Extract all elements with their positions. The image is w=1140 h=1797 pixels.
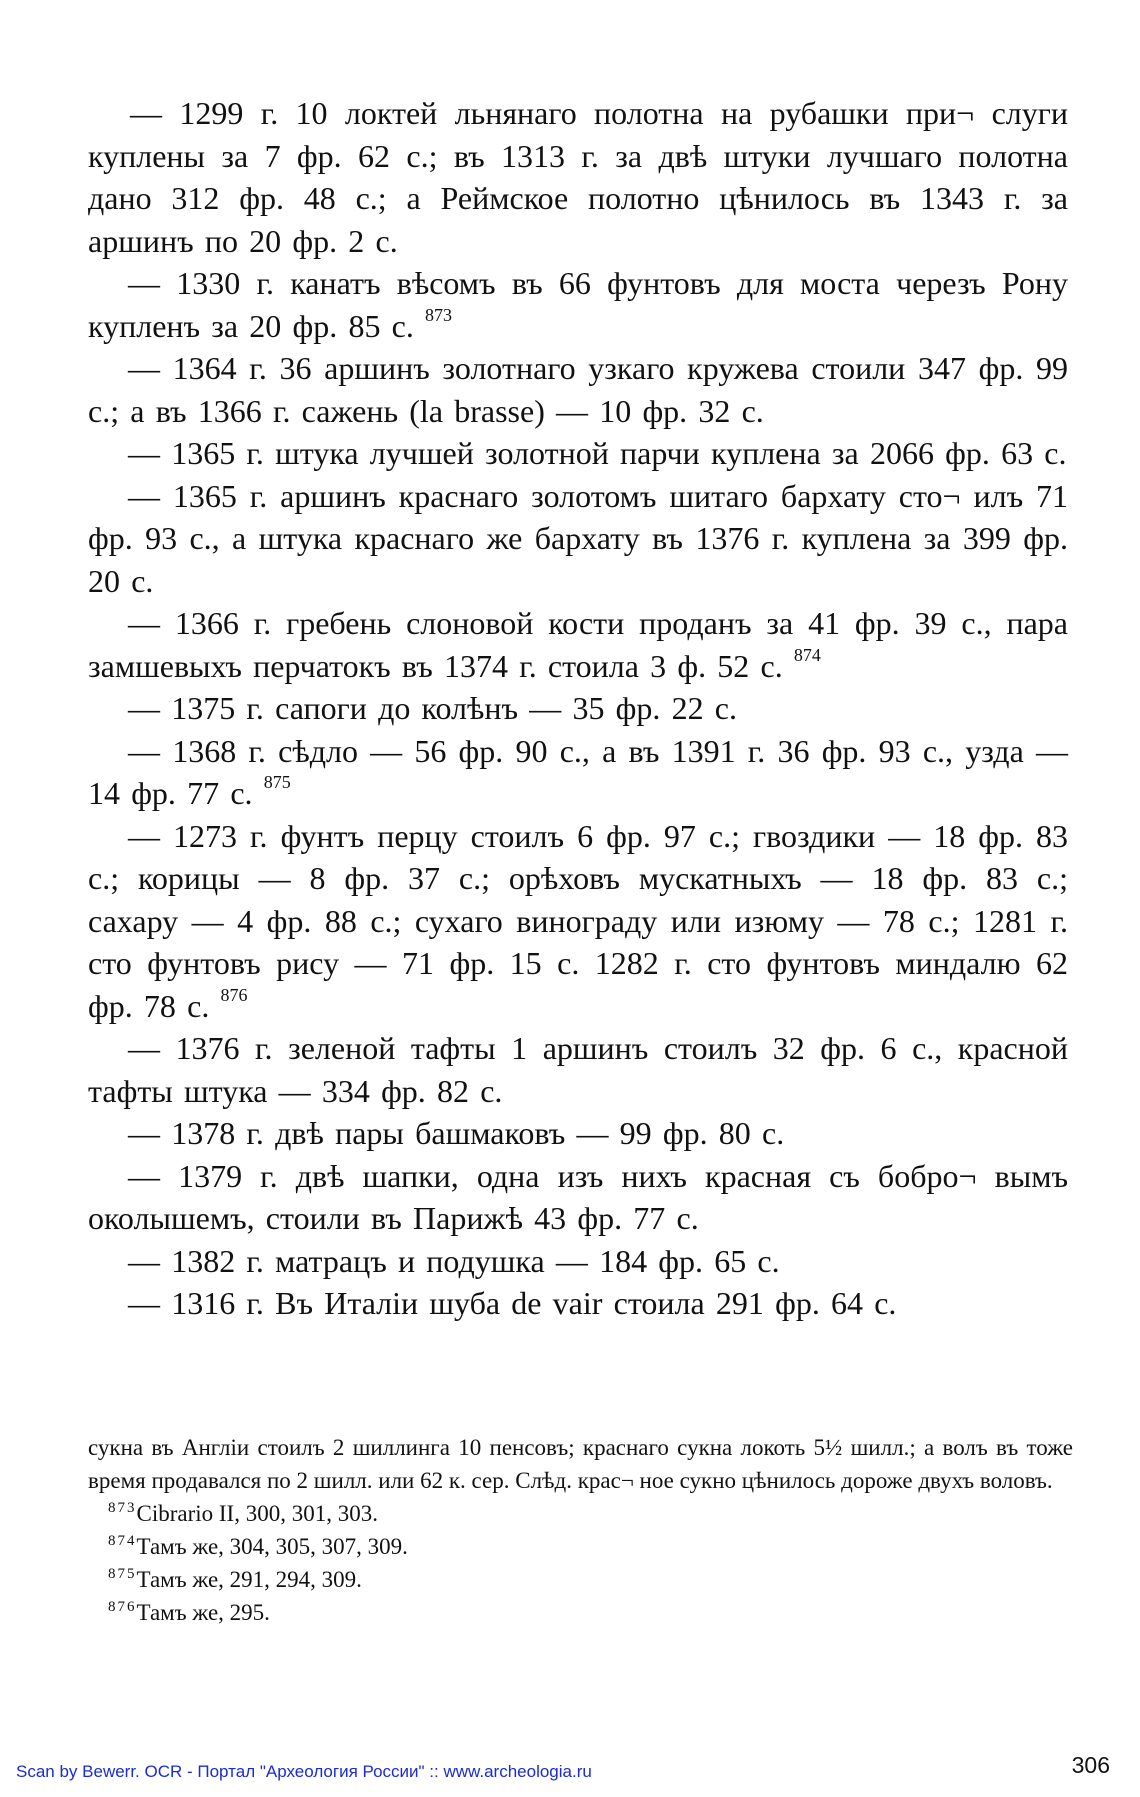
paragraph-1299 xyxy=(88,92,1068,262)
footnote-ref[interactable]: 876 xyxy=(220,984,248,1005)
footnote-number: 874 xyxy=(108,1533,137,1549)
paragraph-text: — 1378 г. двѣ пары башмаковъ — 99 фр. 80 с. xyxy=(128,1115,785,1151)
footnote-text: Тамъ же, 291, 294, 309. xyxy=(136,1567,362,1592)
paragraph-1382 xyxy=(88,1240,1068,1283)
main-text xyxy=(88,92,1068,1325)
paragraph-1368 xyxy=(88,730,1068,815)
footnote-876 xyxy=(88,1596,1073,1629)
footnote-text: Тамъ же, 304, 305, 307, 309. xyxy=(136,1534,408,1559)
footnote-number: 876 xyxy=(108,1599,137,1615)
paragraph-text: — 1273 г. фунтъ перцу стоилъ 6 фр. 97 с.; гвоздики — 18 фр. 83 с.; корицы — 8 фр. 37 с.; орѣховъ мускатныхъ — 18 фр. 83 с.; сахару — 4 фр. 88 с.; сухаго винограду или изюму — 78 с.; 1281 г. сто фунтовъ рису — 71 фр. 15 с. 1282 г. сто фунтовъ миндалю 62 фр. 78 с. xyxy=(88,817,1068,1024)
footnote-number: 875 xyxy=(108,1566,137,1582)
paragraph-text: — 1299 г. 10 локтей льнянаго полотна на рубашки при¬ слуги куплены за 7 фр. 62 с.; въ 1313 г. за двѣ штуки лучшаго полотна дано 312 фр. 48 с.; а Реймское полотно цѣнилось въ 1343 г. за аршинъ по 20 фр. 2 с. xyxy=(88,95,1068,259)
paragraph-text: — 1375 г. сапоги до колѣнъ — 35 фр. 22 с. xyxy=(128,690,737,726)
paragraph-1364 xyxy=(88,347,1068,432)
paragraph-1273 xyxy=(88,815,1068,1028)
page-number: 306 xyxy=(1071,1752,1110,1778)
footnote-ref[interactable]: 875 xyxy=(263,772,291,792)
paragraph-1366 xyxy=(88,602,1068,687)
footnote-873 xyxy=(88,1497,1073,1530)
footnotes-section xyxy=(88,1431,1073,1629)
paragraph-text: — 1379 г. двѣ шапки, одна изъ нихъ красная съ бобро¬ вымъ околышемъ, стоили въ Парижѣ 43 фр. 77 с. xyxy=(88,1157,1068,1236)
paragraph-1365-velvet xyxy=(88,475,1068,603)
paragraph-1376 xyxy=(88,1027,1068,1112)
footnote-number: 873 xyxy=(108,1500,137,1516)
footnote-text: Тамъ же, 295. xyxy=(136,1600,270,1625)
paragraph-1316 xyxy=(88,1282,1068,1325)
paragraph-text: — 1316 г. Въ Италіи шуба de vair стоила 291 фр. 64 с. xyxy=(128,1285,897,1321)
paragraph-text: — 1382 г. матрацъ и подушка — 184 фр. 65 с. xyxy=(128,1242,780,1279)
paragraph-1375 xyxy=(88,687,1068,730)
footnote-text: Cibrario II, 300, 301, 303. xyxy=(136,1501,378,1526)
footnote-ref[interactable]: 873 xyxy=(425,304,453,325)
paragraph-text: — 1366 г. гребень слоновой кости проданъ за 41 фр. 39 с., пара замшевыхъ перчатокъ въ 1374 г. стоила 3 ф. 52 с. xyxy=(88,605,1068,684)
paragraph-1365-brocade xyxy=(88,432,1068,475)
paragraph-1378 xyxy=(88,1112,1068,1155)
footnote-continuation: сукна въ Англіи стоилъ 2 шиллинга 10 пенсовъ; краснаго сукна локоть 5½ шилл.; а волъ въ тоже время продавался по 2 шилл. или 62 к. сер. Слѣд. крас¬ ное сукно цѣнилось дороже двухъ воловъ. xyxy=(88,1435,1073,1493)
paragraph-text: — 1368 г. сѣдло — 56 фр. 90 с., а въ 1391 г. 36 фр. 93 с., узда — 14 фр. 77 с. xyxy=(88,732,1068,811)
paragraph-text: — 1365 г. аршинъ краснаго золотомъ шитаго бархату сто¬ илъ 71 фр. 93 с., а штука краснаго же бархату въ 1376 г. куплена за 399 фр. 20 с. xyxy=(88,477,1068,599)
scan-credit-link[interactable]: Scan by Bewerr. OCR - Портал "Археология России" :: www.archeologia.ru xyxy=(16,1762,592,1781)
paragraph-text: — 1330 г. канатъ вѣсомъ въ 66 фунтовъ для моста черезъ Рону купленъ за 20 фр. 85 с. xyxy=(88,265,1068,344)
footnote-ref[interactable]: 874 xyxy=(793,644,821,665)
paragraph-text: — 1364 г. 36 аршинъ золотнаго узкаго кружева стоили 347 фр. 99 с.; а въ 1366 г. сажень (la brasse) — 10 фр. 32 с. xyxy=(88,350,1068,429)
paragraph-1330 xyxy=(88,262,1068,347)
paragraph-1379 xyxy=(88,1155,1068,1240)
footnote-875 xyxy=(88,1563,1073,1596)
paragraph-text: — 1365 г. штука лучшей золотной парчи куплена за 2066 фр. 63 с. xyxy=(128,435,1067,471)
footnote-874 xyxy=(88,1530,1073,1563)
paragraph-text: — 1376 г. зеленой тафты 1 аршинъ стоилъ 32 фр. 6 с., красной тафты штука — 334 фр. 82 с. xyxy=(88,1030,1068,1109)
